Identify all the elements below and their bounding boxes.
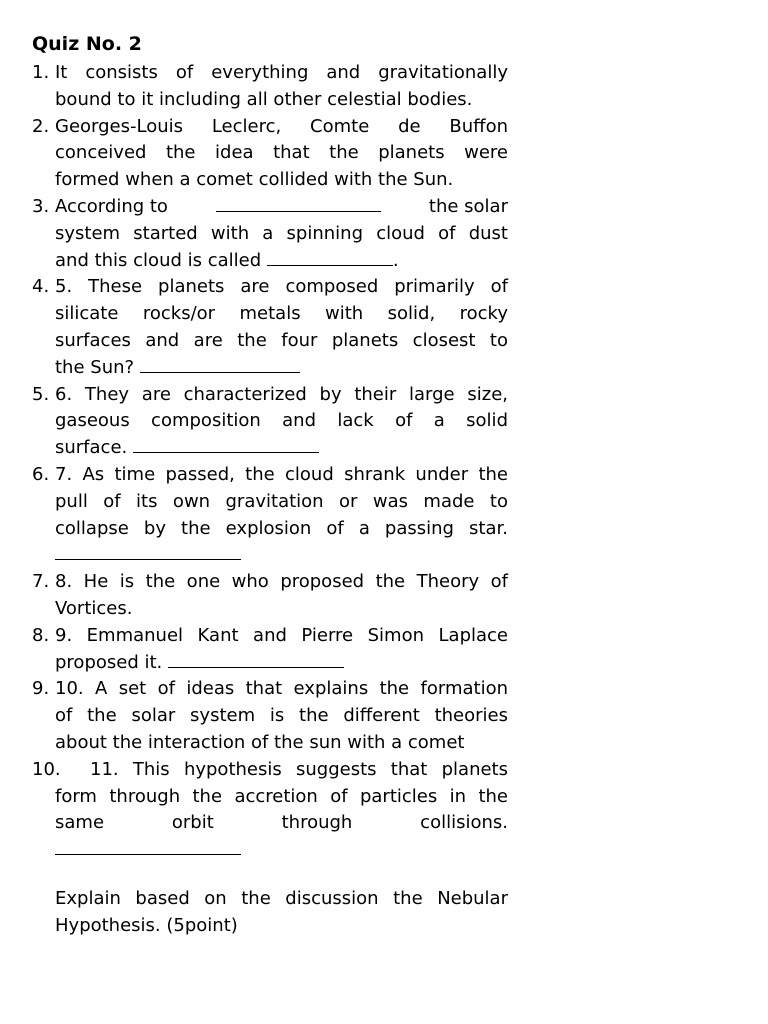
answer-blank[interactable] xyxy=(140,355,300,373)
question-2 xyxy=(32,114,508,194)
question-text: proposed it. xyxy=(55,651,163,673)
question-line: pull of its own gravitation or was made to xyxy=(55,490,508,512)
essay-line: Hypothesis. (5point) xyxy=(55,914,238,936)
question-line xyxy=(55,542,508,569)
question-3 xyxy=(32,194,508,274)
question-line: system started with a spinning cloud of dust xyxy=(55,222,508,244)
question-number: 2. xyxy=(32,115,50,137)
quiz-page xyxy=(32,30,508,940)
question-line: of the solar system is the different theories xyxy=(55,705,508,727)
question-line xyxy=(55,355,508,382)
essay-prompt xyxy=(32,886,508,940)
essay-line: Explain based on the discussion the Nebular xyxy=(55,887,508,909)
question-line xyxy=(55,194,508,221)
question-line: same orbit through collisions. xyxy=(55,812,508,834)
question-line xyxy=(55,248,508,275)
question-line: gaseous composition and lack of a solid xyxy=(55,410,508,432)
question-line: 5. These planets are composed primarily of xyxy=(55,276,508,298)
question-number: 1. xyxy=(32,62,50,83)
question-line: about the interaction of the sun with a comet xyxy=(55,731,465,753)
question-number: 6. xyxy=(32,463,50,485)
question-line: 11. This hypothesis suggests that planets xyxy=(90,758,508,780)
quiz-title: Quiz No. 2 xyxy=(32,33,142,55)
question-line xyxy=(55,650,508,677)
question-line: Vortices. xyxy=(55,597,133,619)
question-line xyxy=(55,435,508,462)
answer-blank[interactable] xyxy=(168,650,344,668)
question-line: Georges-Louis Leclerc, Comte de Buffon xyxy=(55,115,508,137)
question-number: 3. xyxy=(32,195,50,217)
question-line: conceived the idea that the planets were xyxy=(55,142,508,164)
question-1 xyxy=(32,60,508,114)
question-number: 7. xyxy=(32,571,50,593)
question-10 xyxy=(32,757,508,864)
question-5 xyxy=(32,382,508,462)
answer-blank[interactable] xyxy=(267,248,393,266)
question-line: surfaces and are the four planets closest to xyxy=(55,329,508,351)
question-line: bound to it including all other celestial bodies. xyxy=(55,88,473,110)
question-text: and this cloud is called xyxy=(55,249,262,271)
question-number: 10. xyxy=(32,758,61,780)
question-number: 8. xyxy=(32,624,50,646)
question-line: form through the accretion of particles in the xyxy=(55,785,508,807)
answer-blank[interactable] xyxy=(55,837,241,855)
question-number: 5. xyxy=(32,383,50,405)
question-text: According to xyxy=(55,195,168,217)
question-6 xyxy=(32,462,508,569)
question-8 xyxy=(32,623,508,677)
question-line: 10. A set of ideas that explains the formation xyxy=(55,678,508,700)
question-line: It consists of everything and gravitationally xyxy=(55,62,508,83)
question-line: silicate rocks/or metals with solid, rocky xyxy=(55,303,508,325)
question-7 xyxy=(32,569,508,623)
question-text: surface. xyxy=(55,437,128,459)
question-text: the Sun? xyxy=(55,356,135,378)
question-9 xyxy=(32,676,508,756)
question-line: 9. Emmanuel Kant and Pierre Simon Laplace xyxy=(55,624,508,646)
answer-blank[interactable] xyxy=(216,194,381,212)
question-line xyxy=(55,837,508,864)
question-4 xyxy=(32,274,508,381)
answer-blank[interactable] xyxy=(133,435,319,453)
spacer xyxy=(32,864,508,886)
answer-blank[interactable] xyxy=(55,542,241,560)
question-line: 7. As time passed, the cloud shrank under the xyxy=(55,463,508,485)
end-punctuation: . xyxy=(392,249,399,271)
question-line: formed when a comet collided with the Sun. xyxy=(55,169,454,191)
question-line: collapse by the explosion of a passing star. xyxy=(55,517,508,539)
question-line: 6. They are characterized by their large size, xyxy=(55,383,508,405)
question-number: 9. xyxy=(32,678,50,700)
question-text: the solar xyxy=(428,195,508,217)
question-number: 4. xyxy=(32,276,50,298)
question-line: 8. He is the one who proposed the Theory of xyxy=(55,571,508,593)
